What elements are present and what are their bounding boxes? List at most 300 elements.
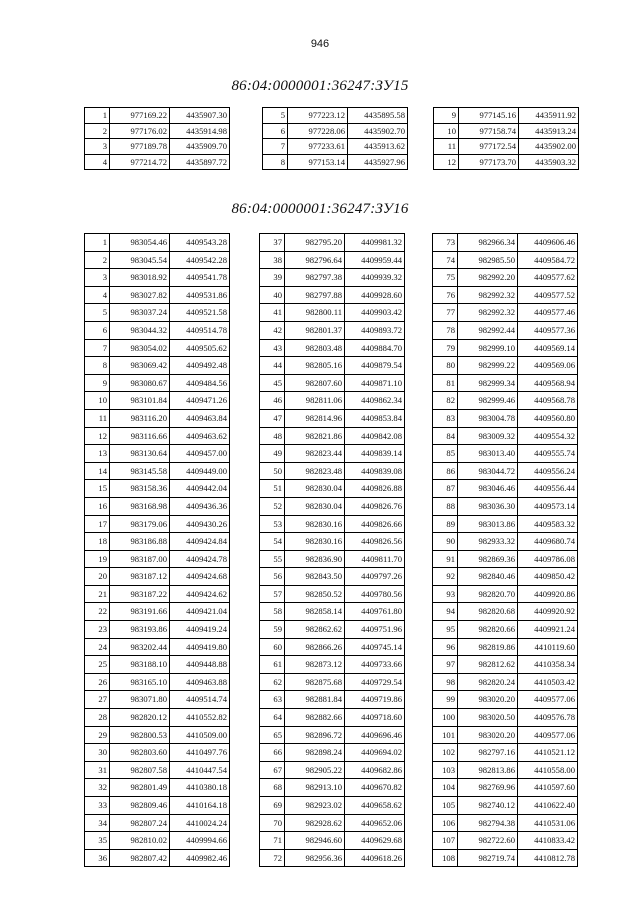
point-number: 3 [85,269,110,287]
table-row [85,123,230,139]
point-number: 29 [85,726,110,744]
point-number: 21 [85,585,110,603]
table-row [260,638,405,656]
table-row [85,638,230,656]
y-coordinate: 4409839.08 [345,462,405,480]
x-coordinate: 983116.20 [110,409,170,427]
table-row [85,761,230,779]
x-coordinate: 982812.62 [458,656,518,674]
table-row [260,621,405,639]
table-row [260,462,405,480]
point-number: 63 [260,691,285,709]
x-coordinate: 983020.20 [458,691,518,709]
point-number: 13 [85,445,110,463]
x-coordinate: 982820.12 [110,709,170,727]
y-coordinate: 4410622.40 [518,797,578,815]
point-number: 5 [263,108,288,124]
y-coordinate: 4410812.78 [518,849,578,867]
x-coordinate: 983013.40 [458,445,518,463]
table-row [433,550,578,568]
table-row [85,374,230,392]
table-row [263,123,408,139]
table-row [85,234,230,252]
table-row [433,585,578,603]
y-coordinate: 4409826.66 [345,515,405,533]
table-row [260,761,405,779]
table-row [263,139,408,155]
x-coordinate: 982820.70 [458,585,518,603]
point-number: 107 [433,832,458,850]
table-row [85,832,230,850]
x-coordinate: 982797.38 [285,269,345,287]
x-coordinate: 982800.53 [110,726,170,744]
point-number: 58 [260,603,285,621]
table-row [433,234,578,252]
x-coordinate: 982820.24 [458,673,518,691]
table-row [260,797,405,815]
table-row [85,409,230,427]
y-coordinate: 4409471.26 [170,392,230,410]
point-number: 1 [85,234,110,252]
point-number: 28 [85,709,110,727]
table-row [260,726,405,744]
y-coordinate: 4409879.54 [345,357,405,375]
x-coordinate: 982769.96 [458,779,518,797]
point-number: 45 [260,374,285,392]
y-coordinate: 4409514.78 [170,321,230,339]
point-number: 34 [85,814,110,832]
x-coordinate: 983020.20 [458,726,518,744]
point-number: 76 [433,286,458,304]
x-coordinate: 982999.34 [458,374,518,392]
table-row [263,154,408,170]
coordinate-table [432,233,578,867]
y-coordinate: 4409463.84 [170,409,230,427]
x-coordinate: 982869.36 [458,550,518,568]
y-coordinate: 4409521.58 [170,304,230,322]
y-coordinate: 4410164.18 [170,797,230,815]
table-row [85,427,230,445]
x-coordinate: 982836.90 [285,550,345,568]
table-row [260,321,405,339]
point-number: 11 [85,409,110,427]
y-coordinate: 4409514.74 [170,691,230,709]
y-coordinate: 4410558.00 [518,761,578,779]
point-number: 95 [433,621,458,639]
point-number: 46 [260,392,285,410]
y-coordinate: 4409424.84 [170,533,230,551]
point-number: 1 [85,108,110,124]
table-row [433,533,578,551]
table-row [260,234,405,252]
x-coordinate: 982862.62 [285,621,345,639]
x-coordinate: 982966.34 [458,234,518,252]
y-coordinate: 4409658.62 [345,797,405,815]
table-row [433,409,578,427]
table-row [433,515,578,533]
table-row [85,550,230,568]
y-coordinate: 4409884.70 [345,339,405,357]
y-coordinate: 4409780.56 [345,585,405,603]
table-row [85,357,230,375]
point-number: 33 [85,797,110,815]
point-number: 66 [260,744,285,762]
table-row [433,849,578,867]
y-coordinate: 4409842.08 [345,427,405,445]
y-coordinate: 4409694.02 [345,744,405,762]
table-row [433,286,578,304]
y-coordinate: 4409463.88 [170,673,230,691]
table-row [260,304,405,322]
table-row [433,691,578,709]
x-coordinate: 982992.32 [458,304,518,322]
y-coordinate: 4409569.14 [518,339,578,357]
table-row [260,251,405,269]
table-row [263,108,408,124]
y-coordinate: 4409584.72 [518,251,578,269]
x-coordinate: 982807.24 [110,814,170,832]
point-number: 39 [260,269,285,287]
x-coordinate: 982800.11 [285,304,345,322]
point-number: 4 [85,286,110,304]
x-coordinate: 983080.67 [110,374,170,392]
table-row [433,656,578,674]
point-number: 85 [433,445,458,463]
point-number: 32 [85,779,110,797]
y-coordinate: 4410024.24 [170,814,230,832]
x-coordinate: 977189.78 [110,139,170,155]
point-number: 30 [85,744,110,762]
x-coordinate: 982830.04 [285,480,345,498]
y-coordinate: 4409436.36 [170,497,230,515]
y-coordinate: 4435902.00 [519,139,579,155]
point-number: 8 [85,357,110,375]
x-coordinate: 977172.54 [459,139,519,155]
y-coordinate: 4409618.26 [345,849,405,867]
x-coordinate: 982875.68 [285,673,345,691]
table-row [433,497,578,515]
table-row [260,673,405,691]
x-coordinate: 982803.48 [285,339,345,357]
point-number: 36 [85,849,110,867]
x-coordinate: 982905.22 [285,761,345,779]
x-coordinate: 982740.12 [458,797,518,815]
y-coordinate: 4409920.92 [518,603,578,621]
point-number: 90 [433,533,458,551]
x-coordinate: 982843.50 [285,568,345,586]
section-title-zu15: 86:04:0000001:36247:ЗУ15 [231,78,409,94]
table-row [433,427,578,445]
y-coordinate: 4435927.96 [348,154,408,170]
point-number: 100 [433,709,458,727]
y-coordinate: 4435907.30 [170,108,230,124]
y-coordinate: 4409839.14 [345,445,405,463]
table-row [260,445,405,463]
x-coordinate: 982809.46 [110,797,170,815]
x-coordinate: 982923.02 [285,797,345,815]
x-coordinate: 982985.50 [458,251,518,269]
x-coordinate: 983116.66 [110,427,170,445]
x-coordinate: 982722.60 [458,832,518,850]
y-coordinate: 4409560.80 [518,409,578,427]
table-row [260,603,405,621]
point-number: 82 [433,392,458,410]
x-coordinate: 983013.86 [458,515,518,533]
table-row [434,123,579,139]
point-number: 86 [433,462,458,480]
y-coordinate: 4410119.60 [518,638,578,656]
y-coordinate: 4409928.60 [345,286,405,304]
point-number: 50 [260,462,285,480]
point-number: 65 [260,726,285,744]
point-number: 75 [433,269,458,287]
point-number: 6 [85,321,110,339]
point-number: 57 [260,585,285,603]
point-number: 101 [433,726,458,744]
y-coordinate: 4410552.82 [170,709,230,727]
table-row [85,339,230,357]
y-coordinate: 4409542.28 [170,251,230,269]
table-row [433,621,578,639]
x-coordinate: 983044.72 [458,462,518,480]
y-coordinate: 4409577.46 [518,304,578,322]
y-coordinate: 4409680.74 [518,533,578,551]
y-coordinate: 4409573.14 [518,497,578,515]
x-coordinate: 983020.50 [458,709,518,727]
x-coordinate: 983191.66 [110,603,170,621]
table-row [260,568,405,586]
table-row [85,321,230,339]
x-coordinate: 982830.04 [285,497,345,515]
table-row [85,269,230,287]
x-coordinate: 982794.38 [458,814,518,832]
point-number: 84 [433,427,458,445]
x-coordinate: 983186.88 [110,533,170,551]
page-number: 946 [310,38,330,50]
x-coordinate: 982956.36 [285,849,345,867]
table-row [85,656,230,674]
x-coordinate: 982830.16 [285,515,345,533]
y-coordinate: 4435913.62 [348,139,408,155]
x-coordinate: 982928.62 [285,814,345,832]
coord-table-zu16-2 [259,233,405,867]
y-coordinate: 4409994.66 [170,832,230,850]
x-coordinate: 982807.58 [110,761,170,779]
point-number: 55 [260,550,285,568]
x-coordinate: 977153.14 [288,154,348,170]
table-row [85,286,230,304]
x-coordinate: 982933.32 [458,533,518,551]
x-coordinate: 983130.64 [110,445,170,463]
x-coordinate: 982866.26 [285,638,345,656]
x-coordinate: 982830.16 [285,533,345,551]
y-coordinate: 4435895.58 [348,108,408,124]
point-number: 26 [85,673,110,691]
x-coordinate: 982805.16 [285,357,345,375]
point-number: 94 [433,603,458,621]
y-coordinate: 4409569.06 [518,357,578,375]
y-coordinate: 4435911.92 [519,108,579,124]
x-coordinate: 977173.70 [459,154,519,170]
table-row [85,621,230,639]
y-coordinate: 4409761.80 [345,603,405,621]
point-number: 5 [85,304,110,322]
point-number: 73 [433,234,458,252]
x-coordinate: 982797.16 [458,744,518,762]
y-coordinate: 4409797.26 [345,568,405,586]
table-row [433,568,578,586]
coord-table-zu15-2 [262,107,408,170]
x-coordinate: 983027.82 [110,286,170,304]
point-number: 49 [260,445,285,463]
x-coordinate: 977233.61 [288,139,348,155]
table-row [85,568,230,586]
table-row [260,832,405,850]
point-number: 16 [85,497,110,515]
x-coordinate: 983044.32 [110,321,170,339]
table-row [85,497,230,515]
table-row [85,392,230,410]
y-coordinate: 4435914.98 [170,123,230,139]
point-number: 71 [260,832,285,850]
x-coordinate: 982820.66 [458,621,518,639]
y-coordinate: 4409457.00 [170,445,230,463]
x-coordinate: 982801.37 [285,321,345,339]
table-row [433,392,578,410]
x-coordinate: 982840.46 [458,568,518,586]
y-coordinate: 4409531.86 [170,286,230,304]
point-number: 17 [85,515,110,533]
coord-table-zu16-1 [84,233,230,867]
y-coordinate: 4409921.24 [518,621,578,639]
x-coordinate: 983179.06 [110,515,170,533]
point-number: 11 [434,139,459,155]
point-number: 31 [85,761,110,779]
x-coordinate: 977214.72 [110,154,170,170]
coord-table-zu15-3 [433,107,579,170]
point-number: 78 [433,321,458,339]
table-row [85,154,230,170]
x-coordinate: 982803.60 [110,744,170,762]
table-row [85,726,230,744]
y-coordinate: 4410509.00 [170,726,230,744]
x-coordinate: 982807.42 [110,849,170,867]
y-coordinate: 4409903.42 [345,304,405,322]
table-row [85,744,230,762]
point-number: 96 [433,638,458,656]
table-row [433,779,578,797]
x-coordinate: 983188.10 [110,656,170,674]
x-coordinate: 983158.36 [110,480,170,498]
table-row [260,656,405,674]
point-number: 91 [433,550,458,568]
point-number: 72 [260,849,285,867]
point-number: 69 [260,797,285,815]
x-coordinate: 982820.68 [458,603,518,621]
y-coordinate: 4409652.06 [345,814,405,832]
y-coordinate: 4409424.62 [170,585,230,603]
x-coordinate: 982797.88 [285,286,345,304]
table-row [433,480,578,498]
x-coordinate: 982795.20 [285,234,345,252]
table-row [433,638,578,656]
table-row [85,585,230,603]
y-coordinate: 4409959.44 [345,251,405,269]
table-row [260,814,405,832]
x-coordinate: 982913.10 [285,779,345,797]
x-coordinate: 982823.44 [285,445,345,463]
point-number: 89 [433,515,458,533]
table-row [260,550,405,568]
y-coordinate: 4409484.56 [170,374,230,392]
point-number: 48 [260,427,285,445]
y-coordinate: 4409853.84 [345,409,405,427]
y-coordinate: 4409982.46 [170,849,230,867]
table-row [85,445,230,463]
point-number: 22 [85,603,110,621]
x-coordinate: 982992.20 [458,269,518,287]
table-row [260,691,405,709]
point-number: 79 [433,339,458,357]
x-coordinate: 982898.24 [285,744,345,762]
y-coordinate: 4409920.86 [518,585,578,603]
table-row [434,139,579,155]
table-row [260,357,405,375]
y-coordinate: 4409745.14 [345,638,405,656]
table-row [260,339,405,357]
x-coordinate: 982896.72 [285,726,345,744]
point-number: 52 [260,497,285,515]
point-number: 47 [260,409,285,427]
point-number: 41 [260,304,285,322]
table-row [433,339,578,357]
point-number: 102 [433,744,458,762]
x-coordinate: 982850.52 [285,585,345,603]
x-coordinate: 982881.84 [285,691,345,709]
table-row [85,533,230,551]
y-coordinate: 4410521.12 [518,744,578,762]
y-coordinate: 4410833.42 [518,832,578,850]
point-number: 61 [260,656,285,674]
point-number: 80 [433,357,458,375]
y-coordinate: 4410497.76 [170,744,230,762]
x-coordinate: 983037.24 [110,304,170,322]
point-number: 3 [85,139,110,155]
point-number: 19 [85,550,110,568]
y-coordinate: 4410597.60 [518,779,578,797]
x-coordinate: 982873.12 [285,656,345,674]
table-row [433,462,578,480]
y-coordinate: 4409577.06 [518,726,578,744]
point-number: 87 [433,480,458,498]
coordinate-table [262,107,408,170]
table-row [260,286,405,304]
x-coordinate: 982810.02 [110,832,170,850]
coordinate-table [84,107,230,170]
table-row [260,744,405,762]
y-coordinate: 4409729.54 [345,673,405,691]
point-number: 59 [260,621,285,639]
y-coordinate: 4409442.04 [170,480,230,498]
table-row [434,108,579,124]
point-number: 12 [434,154,459,170]
table-row [433,814,578,832]
y-coordinate: 4409419.24 [170,621,230,639]
point-number: 68 [260,779,285,797]
y-coordinate: 4409430.26 [170,515,230,533]
point-number: 83 [433,409,458,427]
table-row [260,392,405,410]
